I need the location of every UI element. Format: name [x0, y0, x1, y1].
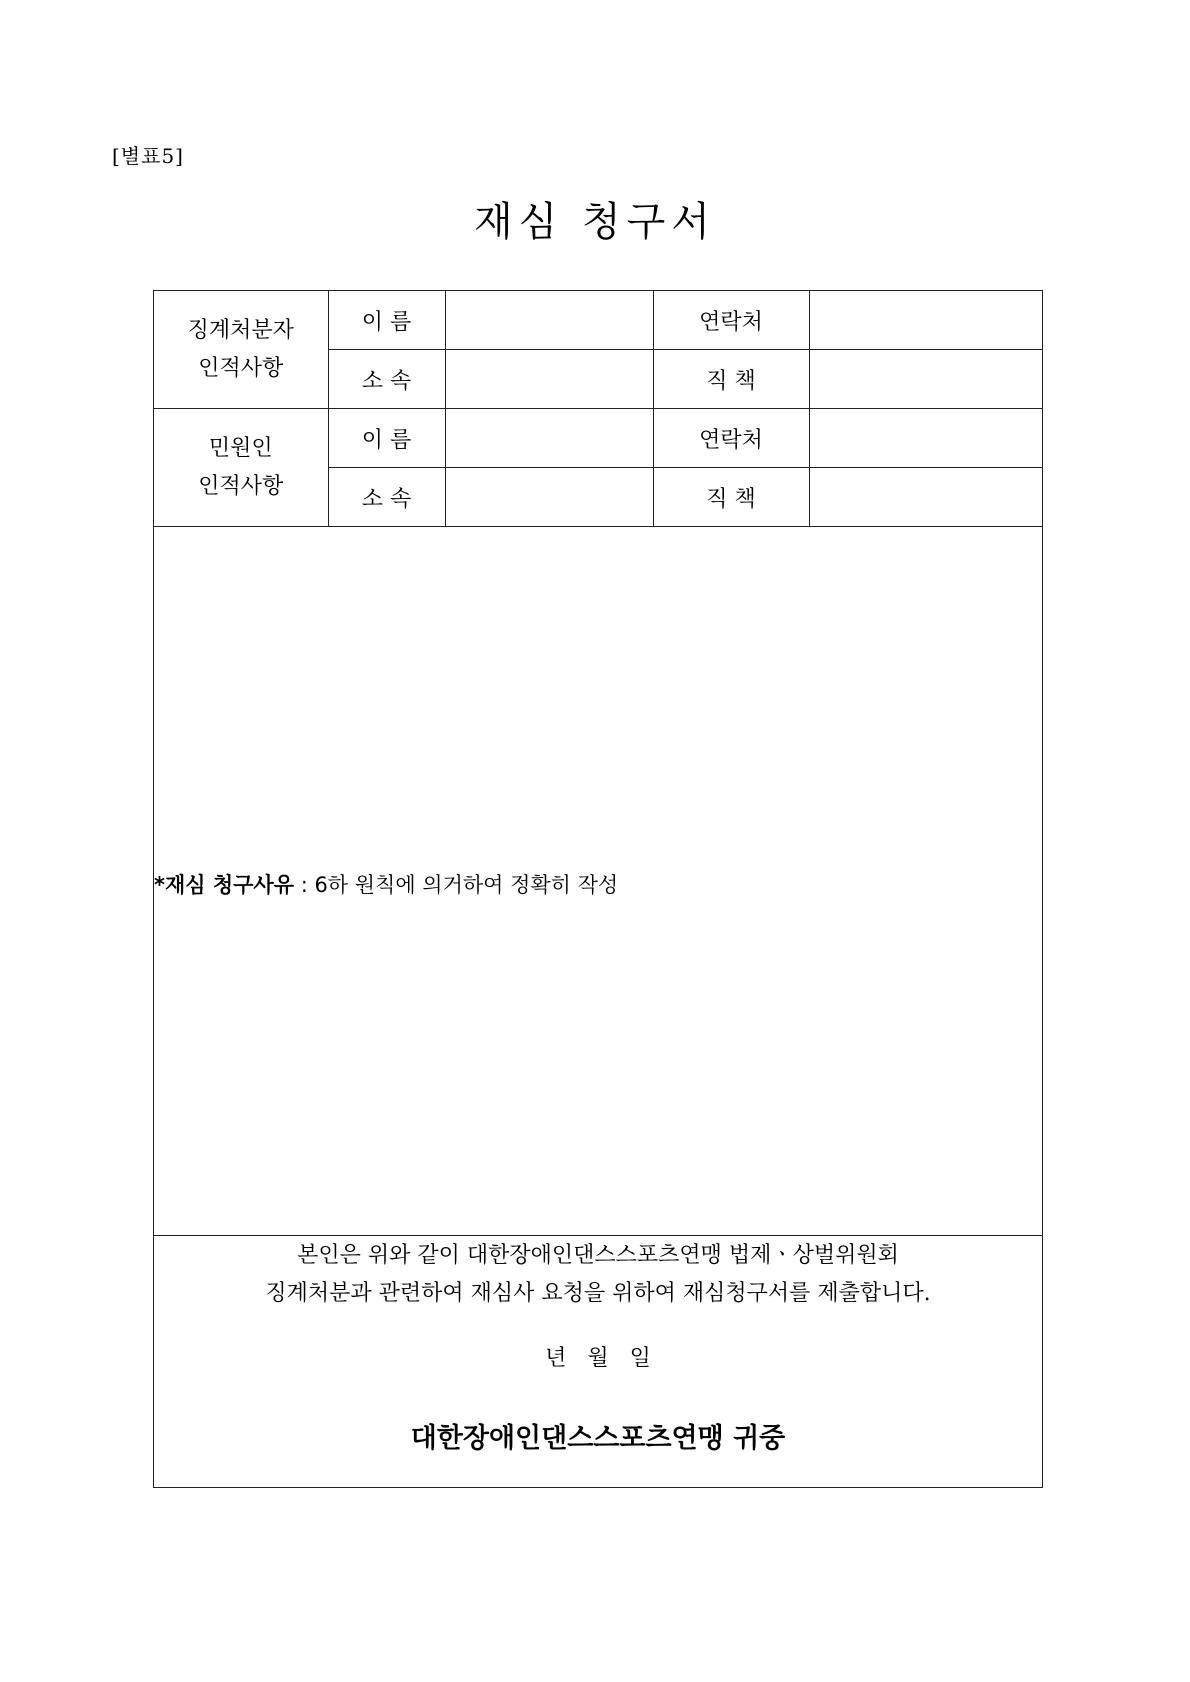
statement-line: 본인은 위와 같이 대한장애인댄스스포츠연맹 법제ㆍ상벌위원회: [297, 1243, 899, 1268]
position-label: 직 책: [653, 350, 809, 409]
review-reason-instruction: : 6하 원칙에 의거하여 정확히 작성: [294, 873, 619, 897]
affiliation-label: 소 속: [328, 468, 445, 527]
form-title: 재심 청구서: [474, 199, 716, 245]
contact-field[interactable]: [809, 291, 1042, 350]
statement-line: 징계처분과 관련하여 재심사 요청을 위하여 재심청구서를 제출합니다.: [265, 1281, 931, 1306]
affiliation-label: 소 속: [328, 350, 445, 409]
contact-field[interactable]: [809, 409, 1042, 468]
declaration-statement: [154, 1237, 1042, 1313]
personal-info-table: [154, 291, 1042, 527]
position-field[interactable]: [809, 350, 1042, 409]
review-reason-area[interactable]: [154, 869, 618, 899]
complainant-row-1: [154, 409, 1042, 468]
complainant-label: 민원인 인적사항: [154, 409, 328, 527]
name-field[interactable]: [445, 409, 653, 468]
review-request-form: [153, 290, 1043, 1488]
position-label: 직 책: [653, 468, 809, 527]
name-field[interactable]: [445, 291, 653, 350]
section-divider: [154, 1235, 1042, 1236]
addressee: 대한장애인댄스스포츠연맹 귀중: [410, 1423, 786, 1454]
name-label: 이 름: [328, 291, 445, 350]
review-reason-heading: *재심 청구사유: [154, 873, 295, 897]
annex-label: [별표5]: [112, 144, 184, 168]
disciplined-person-label: 징계처분자 인적사항: [154, 291, 328, 409]
name-label: 이 름: [328, 409, 445, 468]
contact-label: 연락처: [653, 291, 809, 350]
affiliation-field[interactable]: [445, 468, 653, 527]
position-field[interactable]: [809, 468, 1042, 527]
contact-label: 연락처: [653, 409, 809, 468]
affiliation-field[interactable]: [445, 350, 653, 409]
disciplined-person-row-1: [154, 291, 1042, 350]
date-line: 년 월 일: [545, 1346, 651, 1371]
